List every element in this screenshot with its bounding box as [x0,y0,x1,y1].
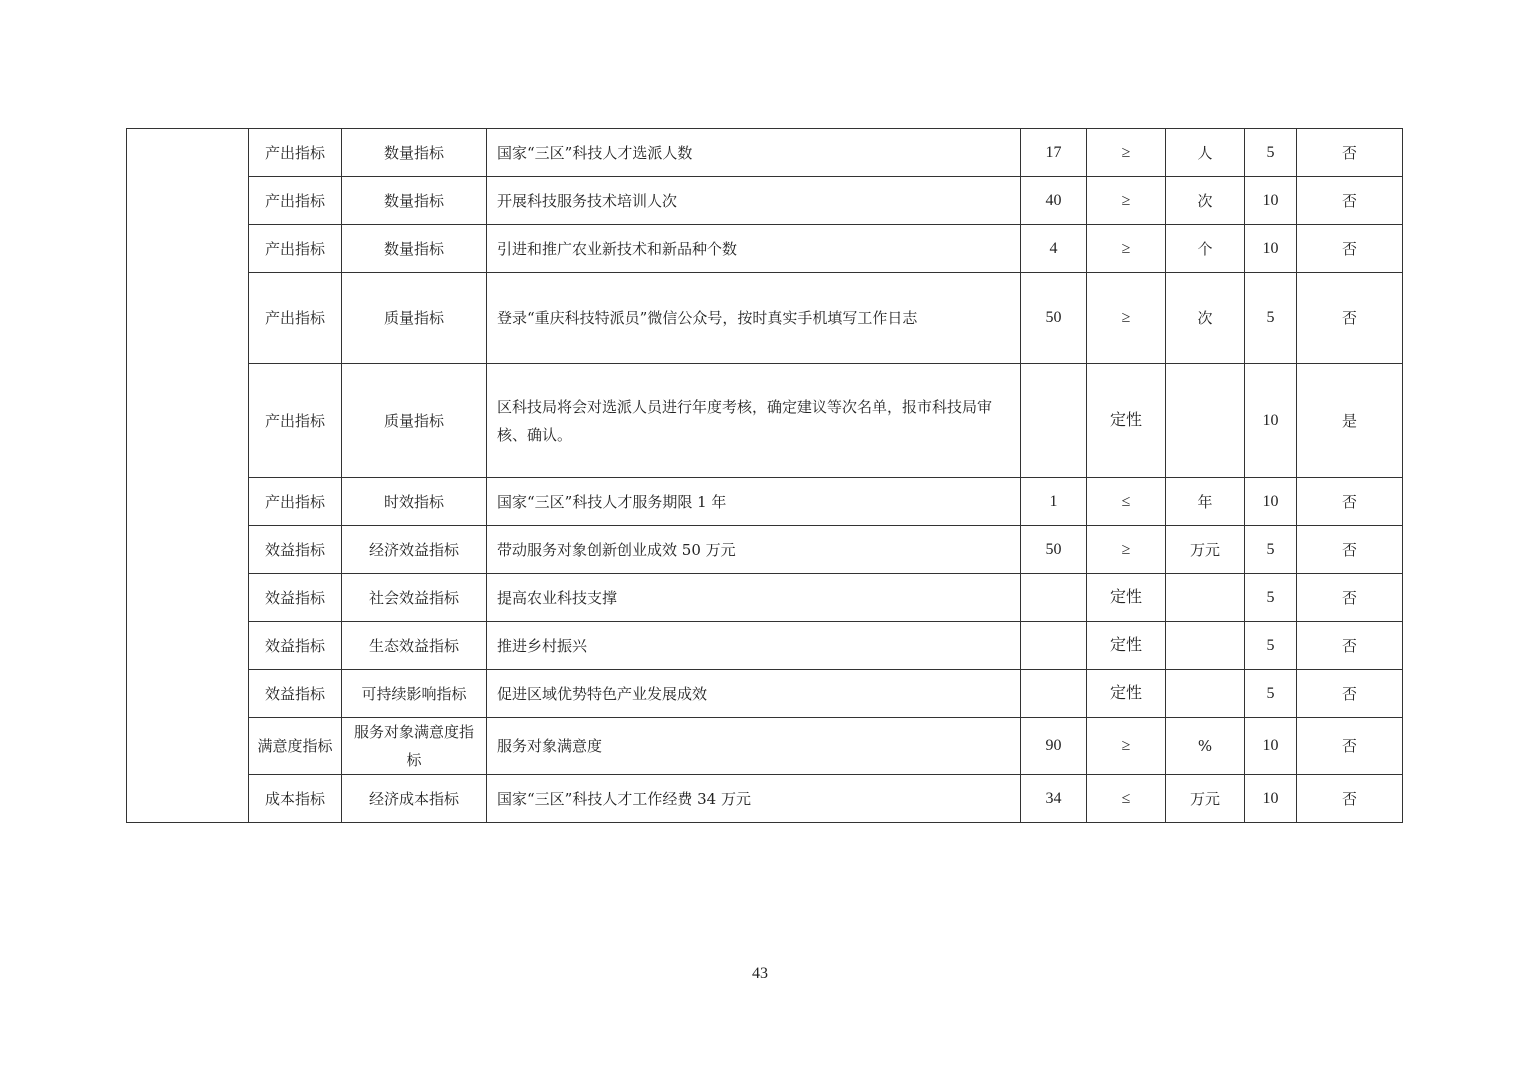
table-row [127,364,1403,478]
value-cell [1021,574,1087,622]
table-row [127,273,1403,364]
indicator-cell: 国家“三区”科技人才服务期限 1 年 [487,478,1021,526]
table-row [127,129,1403,177]
core-cell: 否 [1297,775,1403,823]
indicator-cell: 区科技局将会对选派人员进行年度考核，确定建议等次名单，报市科技局审核、确认。 [487,364,1021,478]
operator-cell: 定性 [1087,670,1166,718]
level1-cell: 效益指标 [249,670,342,718]
table-row [127,225,1403,273]
weight-cell: 10 [1245,177,1297,225]
indicator-cell: 国家“三区”科技人才工作经费 34 万元 [487,775,1021,823]
table-row [127,574,1403,622]
level1-cell: 效益指标 [249,526,342,574]
level1-cell: 满意度指标 [249,718,342,775]
operator-cell: 定性 [1087,364,1166,478]
value-cell: 34 [1021,775,1087,823]
weight-cell: 5 [1245,129,1297,177]
weight-cell: 10 [1245,478,1297,526]
level1-cell: 产出指标 [249,129,342,177]
page-number: 43 [752,965,768,982]
operator-cell: 定性 [1087,622,1166,670]
weight-cell: 10 [1245,718,1297,775]
weight-cell: 5 [1245,526,1297,574]
level1-cell: 产出指标 [249,177,342,225]
core-cell: 否 [1297,129,1403,177]
core-cell: 否 [1297,574,1403,622]
operator-cell: ≤ [1087,478,1166,526]
level2-cell: 数量指标 [342,129,487,177]
level2-cell: 质量指标 [342,364,487,478]
operator-cell: ≥ [1087,177,1166,225]
level2-cell: 数量指标 [342,225,487,273]
core-cell: 否 [1297,225,1403,273]
operator-cell: ≥ [1087,718,1166,775]
level2-cell: 社会效益指标 [342,574,487,622]
core-cell: 否 [1297,670,1403,718]
unit-cell [1166,574,1245,622]
value-cell: 1 [1021,478,1087,526]
weight-cell: 5 [1245,670,1297,718]
value-cell: 50 [1021,273,1087,364]
unit-cell: 次 [1166,273,1245,364]
level1-cell: 效益指标 [249,622,342,670]
weight-cell: 10 [1245,225,1297,273]
table-row [127,177,1403,225]
level2-cell: 质量指标 [342,273,487,364]
level2-cell: 可持续影响指标 [342,670,487,718]
operator-cell: ≥ [1087,526,1166,574]
level2-cell: 服务对象满意度指标 [342,718,487,775]
operator-cell: ≥ [1087,273,1166,364]
value-cell: 4 [1021,225,1087,273]
level1-cell: 效益指标 [249,574,342,622]
core-cell: 否 [1297,718,1403,775]
level2-cell: 时效指标 [342,478,487,526]
core-cell: 否 [1297,273,1403,364]
value-cell: 90 [1021,718,1087,775]
weight-cell: 5 [1245,574,1297,622]
unit-cell [1166,670,1245,718]
level2-cell: 经济效益指标 [342,526,487,574]
value-cell: 50 [1021,526,1087,574]
table-row [127,775,1403,823]
merged-category-cell [127,129,249,823]
value-cell: 40 [1021,177,1087,225]
level2-cell: 生态效益指标 [342,622,487,670]
core-cell: 否 [1297,177,1403,225]
indicator-cell: 推进乡村振兴 [487,622,1021,670]
value-cell [1021,622,1087,670]
level2-cell: 经济成本指标 [342,775,487,823]
operator-cell: ≤ [1087,775,1166,823]
unit-cell: 年 [1166,478,1245,526]
core-cell: 否 [1297,478,1403,526]
indicator-cell: 带动服务对象创新创业成效 50 万元 [487,526,1021,574]
table-body [127,129,1403,823]
indicator-cell: 国家“三区”科技人才选派人数 [487,129,1021,177]
unit-cell: 万元 [1166,775,1245,823]
table-row [127,622,1403,670]
level1-cell: 成本指标 [249,775,342,823]
unit-cell: 次 [1166,177,1245,225]
level2-cell: 数量指标 [342,177,487,225]
core-cell: 否 [1297,526,1403,574]
performance-indicator-table [126,128,1403,823]
weight-cell: 10 [1245,364,1297,478]
indicator-cell: 促进区域优势特色产业发展成效 [487,670,1021,718]
value-cell: 17 [1021,129,1087,177]
indicator-cell: 提高农业科技支撑 [487,574,1021,622]
indicator-cell: 引进和推广农业新技术和新品种个数 [487,225,1021,273]
indicator-cell: 开展科技服务技术培训人次 [487,177,1021,225]
operator-cell: ≥ [1087,225,1166,273]
core-cell: 否 [1297,622,1403,670]
table-row [127,670,1403,718]
value-cell [1021,670,1087,718]
indicator-cell: 服务对象满意度 [487,718,1021,775]
level1-cell: 产出指标 [249,225,342,273]
unit-cell: 个 [1166,225,1245,273]
operator-cell: ≥ [1087,129,1166,177]
weight-cell: 5 [1245,273,1297,364]
level1-cell: 产出指标 [249,273,342,364]
unit-cell [1166,364,1245,478]
unit-cell: 万元 [1166,526,1245,574]
indicator-cell: 登录“重庆科技特派员”微信公众号，按时真实手机填写工作日志 [487,273,1021,364]
value-cell [1021,364,1087,478]
table-row [127,478,1403,526]
level1-cell: 产出指标 [249,478,342,526]
table-row [127,718,1403,775]
weight-cell: 5 [1245,622,1297,670]
table-row [127,526,1403,574]
weight-cell: 10 [1245,775,1297,823]
unit-cell [1166,622,1245,670]
operator-cell: 定性 [1087,574,1166,622]
unit-cell: 人 [1166,129,1245,177]
unit-cell: % [1166,718,1245,775]
core-cell: 是 [1297,364,1403,478]
level1-cell: 产出指标 [249,364,342,478]
